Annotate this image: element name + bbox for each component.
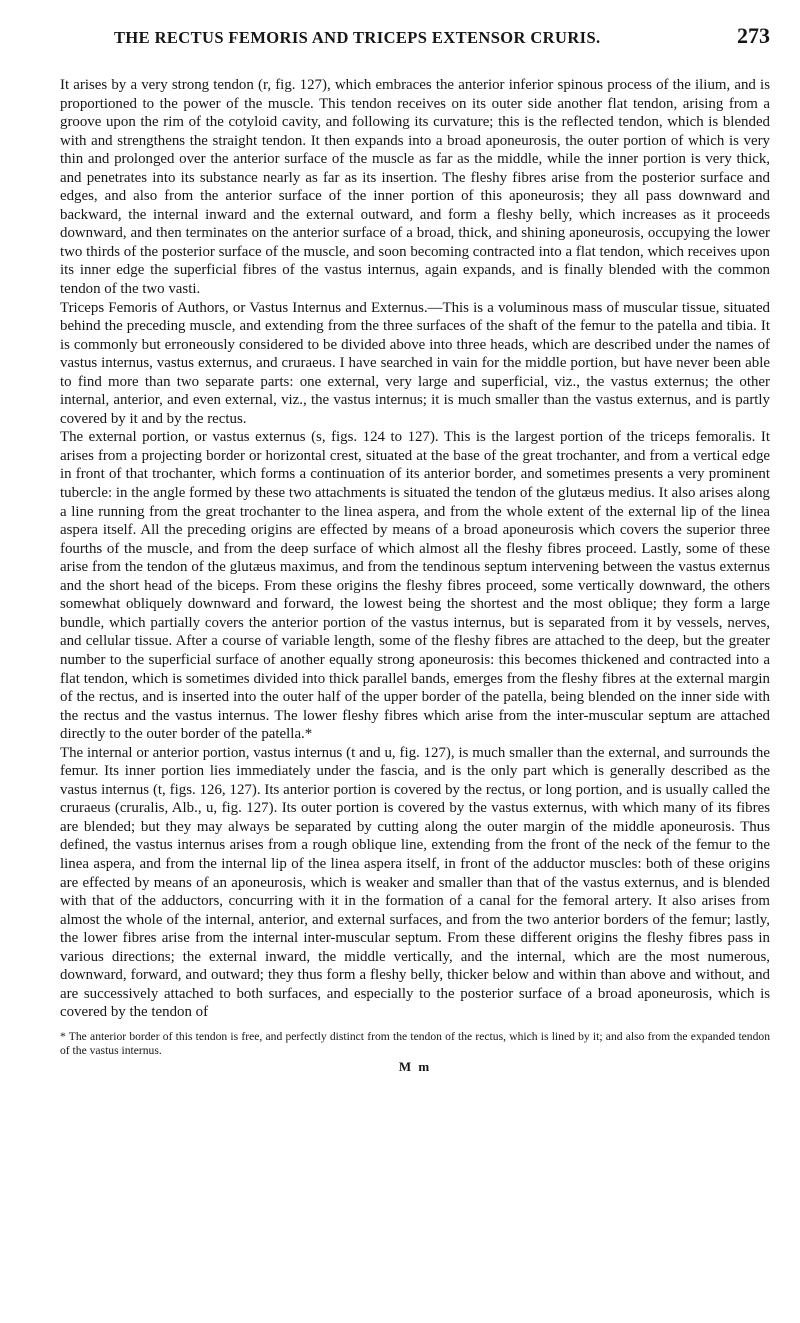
signature-mark: M m xyxy=(398,1058,432,1074)
running-title: THE RECTUS FEMORIS AND TRICEPS EXTENSOR CRURIS. xyxy=(114,28,601,47)
paragraph: The internal or anterior portion, vastus internus (t and u, fig. 127), is much smaller than the external, and surrounds the femur. Its inner portion lies immediately under the fascia, and is the only part which is generally described as the vastus internus (t, figs. 126, 127). Its anterior portion is covered by the rectus, or long portion, and is usually called the cruraeus (cruralis, Alb., u, fig. 127). Its outer portion is covered by the vastus externus, with which many of its fibres are blended; but they may always be separated by cutting along the outer margin of the middle aponeurosis. Thus defined, the vastus internus arises from a rough oblique line, extending from the front of the neck of the femur to the linea aspera, and from the internal lip of the linea aspera itself, in front of the adductor muscles: both of these origins are effected by means of an aponeurosis, which is weaker and smaller than that of the vastus externus, and is blended with that of the adductors, concurring with it in the formation of a canal for the femoral artery. It also arises from almost the whole of the internal, anterior, and external surfaces, and from the two anterior borders of the femur; lastly, the lower fibres arise from the internal inter-muscular septum. From these different origins the fleshy fibres pass in various directions; the external inward, the middle vertically, and the internal, which are the most numerous, downward, forward, and outward; they thus form a fleshy belly, thicker below and within than above and without, and are successively attached to both surfaces, and especially to the posterior surface of a broad aponeurosis, which is covered by the tendon of xyxy=(60,744,770,1021)
page-number: 273 xyxy=(737,23,770,48)
running-header xyxy=(60,23,770,76)
paragraph: It arises by a very strong tendon (r, fig. 127), which embraces the anterior inferior spinous process of the ilium, and is proportioned to the power of the muscle. This tendon receives on its outer side another flat tendon, arising from a groove upon the rim of the cotyloid cavity, and following its curvature; this is the reflected tendon, which is blended with and strengthens the straight tendon. It then expands into a broad aponeurosis, the outer portion of which is very thin and prolonged over the anterior surface of the muscle as far as the middle, while the inner portion is very thick, and penetrates into its substance nearly as far as its insertion. The fleshy fibres arise from the posterior surface and edges, and also from the anterior surface of the inner portion of this aponeurosis; they all pass downward and backward, the internal inward and the external outward, and form a fleshy belly, which increases as it proceeds downward, and then terminates on the anterior surface of a broad, thick, and shining aponeurosis, occupying the lower two thirds of the posterior surface of the muscle, and soon becoming contracted into a flat tendon, which receives upon its inner edge the superficial fibres of the vastus internus, again expands, and is finally blended with the common tendon of the two vasti. xyxy=(60,77,770,298)
paragraph: Triceps Femoris of Authors, or Vastus Internus and Externus.—This is a voluminous mass of muscular tissue, situated behind the preceding muscle, and extending from the three surfaces of the shaft of the femur to the patella and tibia. It is commonly but erroneously considered to be divided above into three heads, which are described under the names of vastus internus, vastus externus, and cruraeus. I have searched in vain for the middle portion, but have never been able to find more than two separate parts: one external, very large and superficial, viz., the vastus externus; the other internal, anterior, and even external, viz., the vastus internus; it is much smaller than the vastus externus, and is partly covered by it and by the rectus. xyxy=(60,299,770,427)
footnote: * The anterior border of this tendon is free, and perfectly distinct from the tendon of the rectus, which is lined by it; and also from the expanded tendon of the vastus internus. xyxy=(60,1029,770,1058)
body-text xyxy=(60,76,770,1022)
paragraph: The external portion, or vastus externus (s, figs. 124 to 127). This is the largest portion of the triceps femoralis. It arises from a projecting border or horizontal crest, situated at the base of the great trochanter, and from a vertical edge in front of that trochanter, which forms a continuation of its anterior border, and sometimes presents a very prominent tubercle: in the angle formed by these two attachments is situated the tendon of the glutæus medius. It also arises along a line running from the great trochanter to the linea aspera, and from the whole extent of the external lip of the linea aspera itself. All the preceding origins are effected by means of a broad aponeurosis which covers the superior three fourths of the muscle, and from the deep surface of which almost all the fleshy fibres proceed. Lastly, some of these arise from the tendon of the glutæus maximus, and from the tendinous septum intervening between the vastus externus and the short head of the biceps. From these origins the fleshy fibres proceed, some vertically downward, the others somewhat obliquely downward and forward, the lowest being the shortest and the most oblique; they form a large bundle, which partially covers the anterior portion of the vastus internus, but is separated from it by vessels, nerves, and cellular tissue. After a course of variable length, some of the fleshy fibres are attached to the deep, but the greater number to the superficial surface of another equally strong aponeurosis: this becomes thickened and contracted into a flat tendon, which is sometimes divided into thick parallel bands, emerges from the fleshy fibres at the external margin of the rectus, and is inserted into the outer half of the upper border of the patella, being blended on the inner side with the rectus and the vastus internus. The lower fleshy fibres which arise from the inter-muscular septum are attached directly to the outer border of the patella.* xyxy=(60,429,770,743)
